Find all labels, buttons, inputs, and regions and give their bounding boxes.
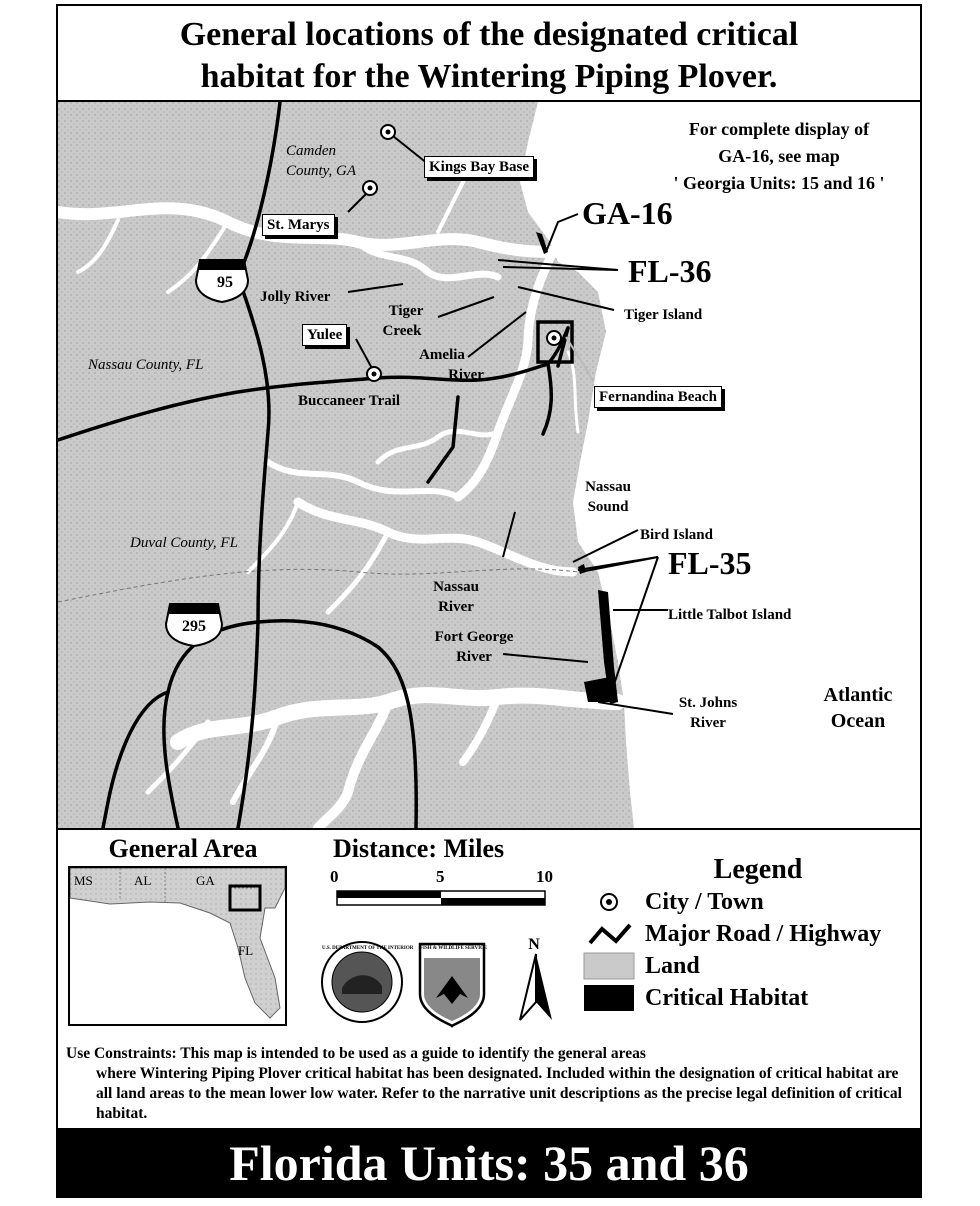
shield-i295-number: 295 [182,618,206,635]
label-nassau-river-2: River [438,599,474,615]
unit-fl36-label: FL-36 [628,253,712,289]
label-kings-bay-base: Kings Bay Base [424,156,534,178]
label-st-johns-2: River [690,715,726,731]
general-area-title: General Area [108,834,258,863]
distance-title: Distance: Miles [333,834,505,863]
label-camden-2: County, GA [286,163,356,179]
label-nassau-county: Nassau County, FL [88,357,204,373]
compass-n: N [528,936,540,953]
label-nassau-sound-1: Nassau [585,479,631,495]
main-map [58,102,920,830]
general-area-inset [68,866,287,1026]
label-amelia-1: Amelia [419,347,465,363]
legend-land-label: Land [645,952,700,979]
shield-i95-number: 95 [217,274,233,291]
footer-banner: Florida Units: 35 and 36 [58,1128,920,1198]
label-fort-george-1: Fort George [434,629,514,645]
label-st-marys: St. Marys [262,214,335,236]
use-constraints [66,1044,912,1124]
title-line-1: General locations of the designated critical [179,16,799,53]
label-duval-county: Duval County, FL [130,535,238,551]
legend-title: Legend [713,854,803,885]
city-marker-icon [583,888,635,916]
scale-tick-5: 5 [436,867,445,886]
habitat-swatch-icon [583,984,635,1012]
inset-ms: MS [74,873,93,888]
label-atlantic-1: Atlantic [823,684,893,706]
map-frame [56,4,922,1198]
fws-seal [420,944,488,1026]
label-tiger-island: Tiger Island [624,307,703,323]
inset-fl: FL [238,943,254,958]
unit-ga16-label: GA-16 [582,195,673,231]
label-camden-1: Camden [286,143,336,159]
map-title [58,6,920,102]
legend-habitat-row [583,984,808,1012]
legend-city-label: City / Town [645,888,764,915]
unit-fl35-label: FL-35 [668,545,752,581]
label-jolly-river: Jolly River [260,289,331,305]
label-amelia-2: River [448,367,484,383]
scale-tick-10: 10 [536,867,553,886]
scale-tick-0: 0 [330,867,339,886]
label-st-johns-1: St. Johns [678,695,738,711]
legend-road-row [583,920,881,948]
label-atlantic-2: Ocean [830,710,886,732]
map-graphics [58,102,920,828]
label-fernandina-beach: Fernandina Beach [594,386,722,408]
label-yulee: Yulee [302,324,347,346]
label-tiger-creek-2: Creek [382,323,422,339]
road-line-icon [583,920,635,948]
label-nassau-sound-2: Sound [587,499,629,515]
label-little-talbot-island: Little Talbot Island [668,607,792,623]
ga16-note [648,116,910,197]
label-fort-george-2: River [456,649,492,665]
note-line-2: GA-16, see map [718,146,840,166]
note-line-1: For complete display of [688,119,870,139]
label-tiger-creek-1: Tiger [388,303,424,319]
constraints-lead: Use Constraints: This map is intended to be used as a guide to identify the general areas [66,1045,646,1062]
legend-road-label: Major Road / Highway [645,920,882,947]
legend-city-row [583,888,764,916]
fws-seal-text: FISH & WILDLIFE SERVICE [420,946,488,951]
constraints-rest: where Wintering Piping Plover critical habitat has been designated. Included within the designation of critical habitat are all land areas to the mean lower low water. Refer to the narrative unit descriptions as the precise legal definition of critical habitat. [96,1065,902,1122]
legend-habitat-label: Critical Habitat [645,984,809,1011]
inset-al: AL [134,873,152,888]
scale-bar [336,890,548,910]
map-bottom-panel [58,828,920,1128]
legend-land-row [583,952,700,980]
inset-ga: GA [196,873,215,888]
doi-seal-text: U.S. DEPARTMENT OF THE INTERIOR [322,946,414,951]
label-buccaneer-trail: Buccaneer Trail [298,393,401,409]
doi-seal [322,942,414,1022]
label-bird-island: Bird Island [640,527,713,543]
title-line-2: habitat for the Wintering Piping Plover. [200,58,778,95]
note-line-3: ' Georgia Units: 15 and 16 ' [673,173,885,193]
north-arrow-icon [516,952,556,1024]
land-swatch-icon [583,952,635,980]
label-nassau-river-1: Nassau [433,579,479,595]
